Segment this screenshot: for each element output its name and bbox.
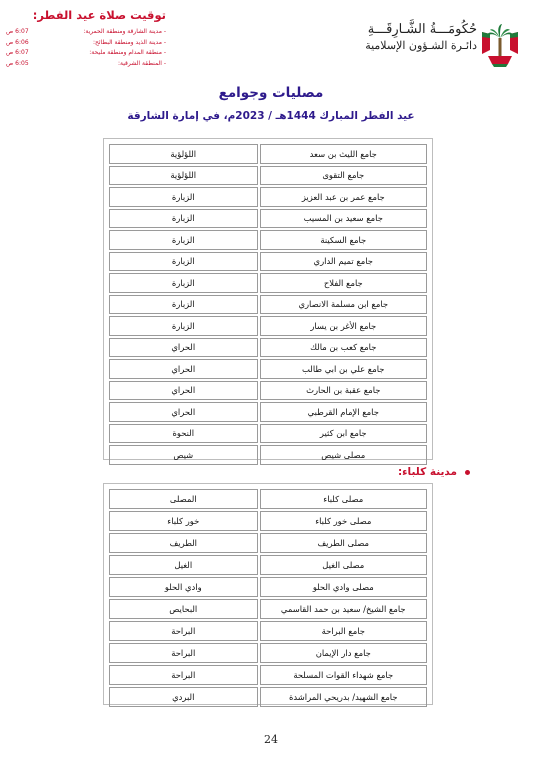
timing-title: توقيت صلاة عيد الفطر: <box>32 8 166 22</box>
table-row <box>109 144 427 164</box>
kalba-table-frame <box>103 483 433 705</box>
mosque-name-cell: جامع تميم الداري <box>260 252 427 272</box>
area-name-cell: شيص <box>109 445 258 465</box>
mosque-name-cell: جامع الشهيد/ بدريحي المراشدة <box>260 687 427 707</box>
kalba-mosques-table <box>107 487 429 709</box>
mosque-name-cell: جامع كعب بن مالك <box>260 338 427 358</box>
table-row <box>109 187 427 207</box>
table-row <box>109 687 427 707</box>
area-name-cell: الطريف <box>109 533 258 553</box>
table-row <box>109 402 427 422</box>
area-name-cell: الحراي <box>109 402 258 422</box>
area-name-cell: الزبارة <box>109 252 258 272</box>
area-name-cell: اللؤلؤية <box>109 144 258 164</box>
area-name-cell: الحراي <box>109 338 258 358</box>
mosque-name-cell: جامع ابن كثير <box>260 424 427 444</box>
mosques-table <box>107 142 429 467</box>
table-row <box>109 555 427 575</box>
mosques-table-frame <box>103 138 433 460</box>
table-row <box>109 381 427 401</box>
table-row <box>109 295 427 315</box>
area-name-cell: الغيل <box>109 555 258 575</box>
mosque-name-cell: مصلى وادي الحلو <box>260 577 427 597</box>
area-name-cell: البراحة <box>109 665 258 685</box>
mosque-name-cell: جامع سعيد بن المسيب <box>260 209 427 229</box>
mosque-name-cell: جامع عقبة بن الحارث <box>260 381 427 401</box>
table-row <box>109 166 427 186</box>
mosque-name-cell: جامع عمر بن عبد العزيز <box>260 187 427 207</box>
mosque-name-cell: مصلى الطريف <box>260 533 427 553</box>
government-title: حُكُومَـــةُ الشَّـارِقَـــةِ <box>367 22 477 37</box>
table-row <box>109 577 427 597</box>
table-row <box>109 359 427 379</box>
timing-row <box>6 59 166 70</box>
mosque-name-cell: جامع الفلاح <box>260 273 427 293</box>
timing-region: - مدينة الذيد ومنطقة البطائح: <box>92 38 166 46</box>
government-name <box>352 22 477 52</box>
area-name-cell: المصلى <box>109 489 258 509</box>
section-title: مدينة كلباء: <box>397 466 457 478</box>
page-subtitle: عيد الفطر المبارك 1444هـ / 2023م، في إمارة الشارقة <box>127 110 415 122</box>
area-name-cell: البراحة <box>109 643 258 663</box>
table-row <box>109 621 427 641</box>
palm-trunk-icon <box>499 38 502 56</box>
mosque-name-cell: جامع البراحة <box>260 621 427 641</box>
area-name-cell: خور كلباء <box>109 511 258 531</box>
area-name-cell: البحايص <box>109 599 258 619</box>
table-row <box>109 489 427 509</box>
table-row <box>109 252 427 272</box>
mosque-name-cell: مصلى خور كلباء <box>260 511 427 531</box>
timing-row <box>6 27 166 38</box>
table-row <box>109 316 427 336</box>
timing-time: 6:07 ص <box>6 49 29 56</box>
timing-time: 6:05 ص <box>6 59 29 67</box>
table-row <box>109 209 427 229</box>
table-row <box>109 643 427 663</box>
area-name-cell: الزبارة <box>109 295 258 315</box>
area-name-cell: النحوة <box>109 424 258 444</box>
area-name-cell: الحراي <box>109 359 258 379</box>
timing-row <box>6 48 166 59</box>
timing-region: - المنطقة الشرقية: <box>117 59 166 67</box>
mosque-name-cell: جامع شهداء القوات المسلحة <box>260 665 427 685</box>
area-name-cell: الزبارة <box>109 230 258 250</box>
table-row <box>109 338 427 358</box>
area-name-cell: الزبارة <box>109 273 258 293</box>
mosque-name-cell: جامع التقوى <box>260 166 427 186</box>
bullet-icon <box>465 470 470 475</box>
mosque-name-cell: مصلى شيص <box>260 445 427 465</box>
timing-time: 6:06 ص <box>6 38 29 46</box>
eid-prayer-timing <box>6 8 166 69</box>
mosque-name-cell: جامع دار الإيمان <box>260 643 427 663</box>
timing-region: - منطقة المدام ومنطقة مليحة: <box>89 49 166 56</box>
area-name-cell: اللؤلؤية <box>109 166 258 186</box>
area-name-cell: وادي الحلو <box>109 577 258 597</box>
table-row <box>109 599 427 619</box>
mosque-name-cell: مصلى الغيل <box>260 555 427 575</box>
table-row <box>109 230 427 250</box>
timing-time: 6:07 ص <box>6 28 29 35</box>
table-row <box>109 533 427 553</box>
table-row <box>109 424 427 444</box>
mosque-name-cell: جامع السكينة <box>260 230 427 250</box>
mosque-name-cell: جامع الإمام القرطبي <box>260 402 427 422</box>
area-name-cell: البراحة <box>109 621 258 641</box>
timing-row <box>6 38 166 49</box>
mosque-name-cell: جامع ابن مسلمة الانصاري <box>260 295 427 315</box>
area-name-cell: الزبارة <box>109 187 258 207</box>
area-name-cell: البردي <box>109 687 258 707</box>
sharjah-emblem-logo <box>478 20 522 68</box>
mosque-name-cell: جامع الليث بن سعد <box>260 144 427 164</box>
table-row <box>109 273 427 293</box>
area-name-cell: الزبارة <box>109 316 258 336</box>
timing-region: - مدينة الشارقة ومنطقة الحمرية: <box>83 28 166 35</box>
area-name-cell: الزبارة <box>109 209 258 229</box>
table-row <box>109 665 427 685</box>
mosque-name-cell: جامع علي بن ابي طالب <box>260 359 427 379</box>
page-number: 24 <box>264 733 278 746</box>
area-name-cell: الحراي <box>109 381 258 401</box>
table-row <box>109 511 427 531</box>
mosque-name-cell: جامع الأغر بن يسار <box>260 316 427 336</box>
department-title: دائـرة الشـؤون الإسلامية <box>365 39 477 52</box>
table-row <box>109 445 427 465</box>
page-title: مصليات وجوامع <box>218 85 324 101</box>
mosque-name-cell: جامع الشيخ/ سعيد بن حمد القاسمي <box>260 599 427 619</box>
mosque-name-cell: مصلى كلباء <box>260 489 427 509</box>
kalba-section-heading <box>360 466 470 478</box>
